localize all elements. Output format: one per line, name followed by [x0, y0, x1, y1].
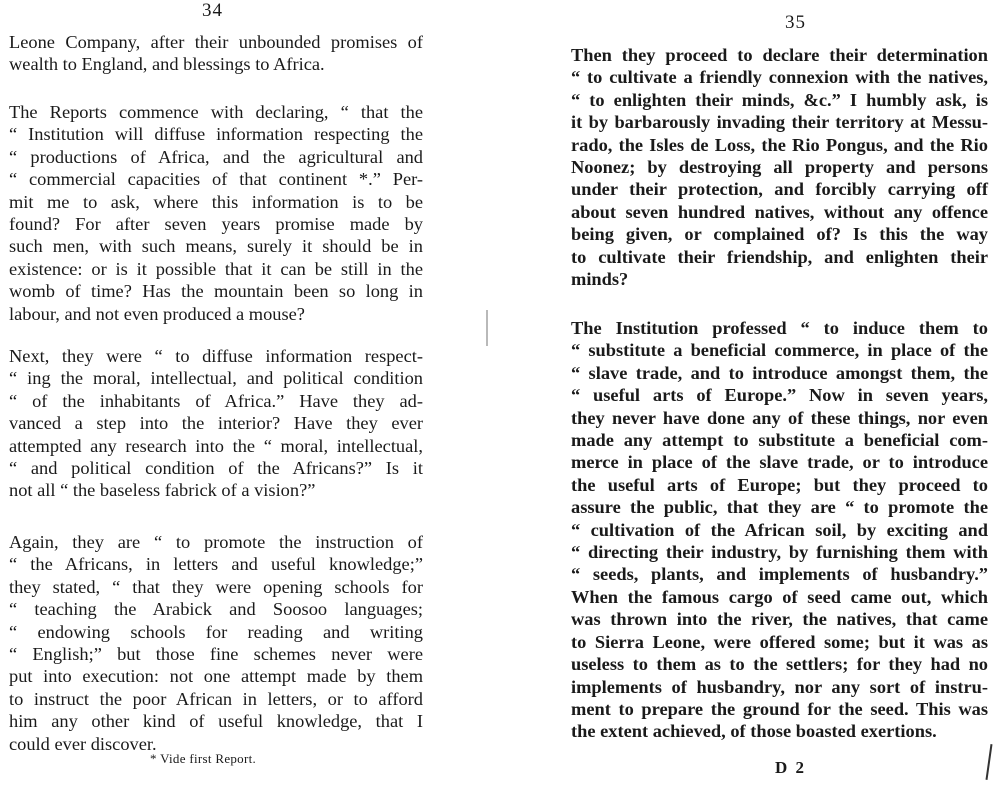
text-line: such men, with such means, surely it should be in: [9, 236, 423, 257]
text-line: “ of the inhabitants of Africa.” Have they ad-: [9, 390, 423, 411]
text-line: made any attempt to substitute a beneficial com-: [571, 430, 988, 451]
right-paragraph-2: [571, 317, 988, 743]
text-line: him any other kind of useful knowledge, that I: [9, 711, 423, 732]
text-line: The Institution professed “ to induce them to: [571, 318, 988, 338]
right-page: [500, 0, 1000, 786]
text-line: minds?: [571, 269, 629, 290]
text-line: about seven hundred natives, without any offence: [571, 201, 988, 222]
text-line: labour, and not even produced a mouse?: [9, 303, 305, 324]
text-line: assure the public, that they are “ to promote the: [571, 497, 988, 518]
text-line: put into execution: not one attempt made by them: [9, 666, 423, 687]
text-line: “ to cultivate a friendly connexion with the natives,: [571, 67, 988, 88]
text-line: “ ing the moral, intellectual, and political condition: [9, 368, 423, 389]
text-line: they stated, “ that they were opening schools for: [9, 576, 423, 597]
text-line: “ endowing schools for reading and writing: [9, 621, 423, 642]
text-line: it by barbarously invading their territory at Messu-: [571, 112, 988, 133]
text-line: useless to them as to the settlers; for they had no: [571, 654, 988, 675]
text-line: Leone Company, after their unbounded promises of: [9, 32, 423, 52]
left-paragraph-1: [9, 31, 423, 76]
text-line: the useful arts of Europe; but they proceed to: [571, 474, 988, 495]
text-line: “ the Africans, in letters and useful knowledge;”: [9, 554, 423, 575]
text-line: “ commercial capacities of that continent *.” Per-: [9, 169, 423, 190]
text-line: vanced a step into the interior? Have they ever: [9, 413, 423, 434]
text-line: Next, they were “ to diffuse information respect-: [9, 346, 423, 366]
text-line: “ slave trade, and to introduce amongst them, the: [571, 362, 988, 383]
text-line: under their protection, and forcibly carrying off: [571, 179, 988, 200]
text-line: Again, they are “ to promote the instruction of: [9, 532, 423, 552]
text-line: womb of time? Has the mountain been so long in: [9, 281, 423, 302]
signature-mark: D 2: [775, 758, 807, 777]
text-line: “ to enlighten their minds, &c.” I humbly ask, is: [571, 89, 988, 110]
text-line: ment to prepare the ground for the seed. This was: [571, 698, 988, 719]
footnote: * Vide first Report.: [150, 751, 257, 766]
text-line: “ and political condition of the Africans?” Is it: [9, 458, 423, 479]
text-line: “ cultivation of the African soil, by exciting and: [571, 519, 988, 540]
right-paragraph-1: [571, 44, 988, 290]
text-line: wealth to England, and blessings to Africa.: [9, 54, 325, 75]
right-page-number: 35: [785, 12, 806, 33]
left-page: [0, 0, 490, 786]
text-line: “ seeds, plants, and implements of husbandry.”: [571, 564, 988, 585]
text-line: not all “ the baseless fabrick of a vision?”: [9, 480, 316, 501]
text-line: found? For after seven years promise made by: [9, 214, 423, 235]
text-line: to instruct the poor African in letters, or to afford: [9, 688, 423, 709]
text-line: was thrown into the river, the natives, that came: [571, 609, 988, 630]
text-line: “ useful arts of Europe.” Now in seven years,: [571, 385, 988, 406]
text-line: “ English;” but those fine schemes never were: [9, 644, 423, 665]
text-line: Then they proceed to declare their determination: [571, 45, 988, 65]
text-line: attempted any research into the “ moral, intellectual,: [9, 435, 423, 456]
text-line: “ teaching the Arabick and Soosoo languages;: [9, 599, 423, 620]
page-gutter-mark: [486, 310, 488, 346]
text-line: implements of husbandry, nor any sort of instru-: [571, 676, 988, 697]
text-line: “ substitute a beneficial commerce, in place of the: [571, 340, 988, 361]
text-line: they never have done any of these things, nor even: [571, 407, 988, 428]
text-line: could ever discover.: [9, 733, 157, 754]
left-paragraph-2: [9, 101, 423, 325]
text-line: mit me to ask, where this information is to be: [9, 191, 423, 212]
text-line: “ Institution will diffuse information respecting the: [9, 124, 423, 145]
text-line: being given, or complained of? Is this the way: [571, 224, 988, 245]
text-line: to Sierra Leone, were offered some; but it was as: [571, 631, 988, 652]
left-paragraph-3: [9, 345, 423, 502]
text-line: merce in place of the slave trade, or to introduce: [571, 452, 988, 473]
text-line: existence: or is it possible that it can be still in the: [9, 258, 423, 279]
text-line: The Reports commence with declaring, “ that the: [9, 102, 423, 122]
text-line: “ productions of Africa, and the agricultural and: [9, 146, 423, 167]
text-line: “ directing their industry, by furnishing them with: [571, 542, 988, 563]
text-line: Noonez; by destroying all property and persons: [571, 157, 988, 178]
text-line: to cultivate their friendship, and enlighten their: [571, 246, 988, 267]
text-line: the extent achieved, of those boasted exertions.: [571, 721, 937, 742]
left-paragraph-4: [9, 531, 423, 755]
text-line: When the famous cargo of seed came out, which: [571, 586, 988, 607]
left-page-number: 34: [202, 0, 223, 21]
text-line: rado, the Isles de Loss, the Rio Pongus, and the Rio: [571, 134, 988, 155]
